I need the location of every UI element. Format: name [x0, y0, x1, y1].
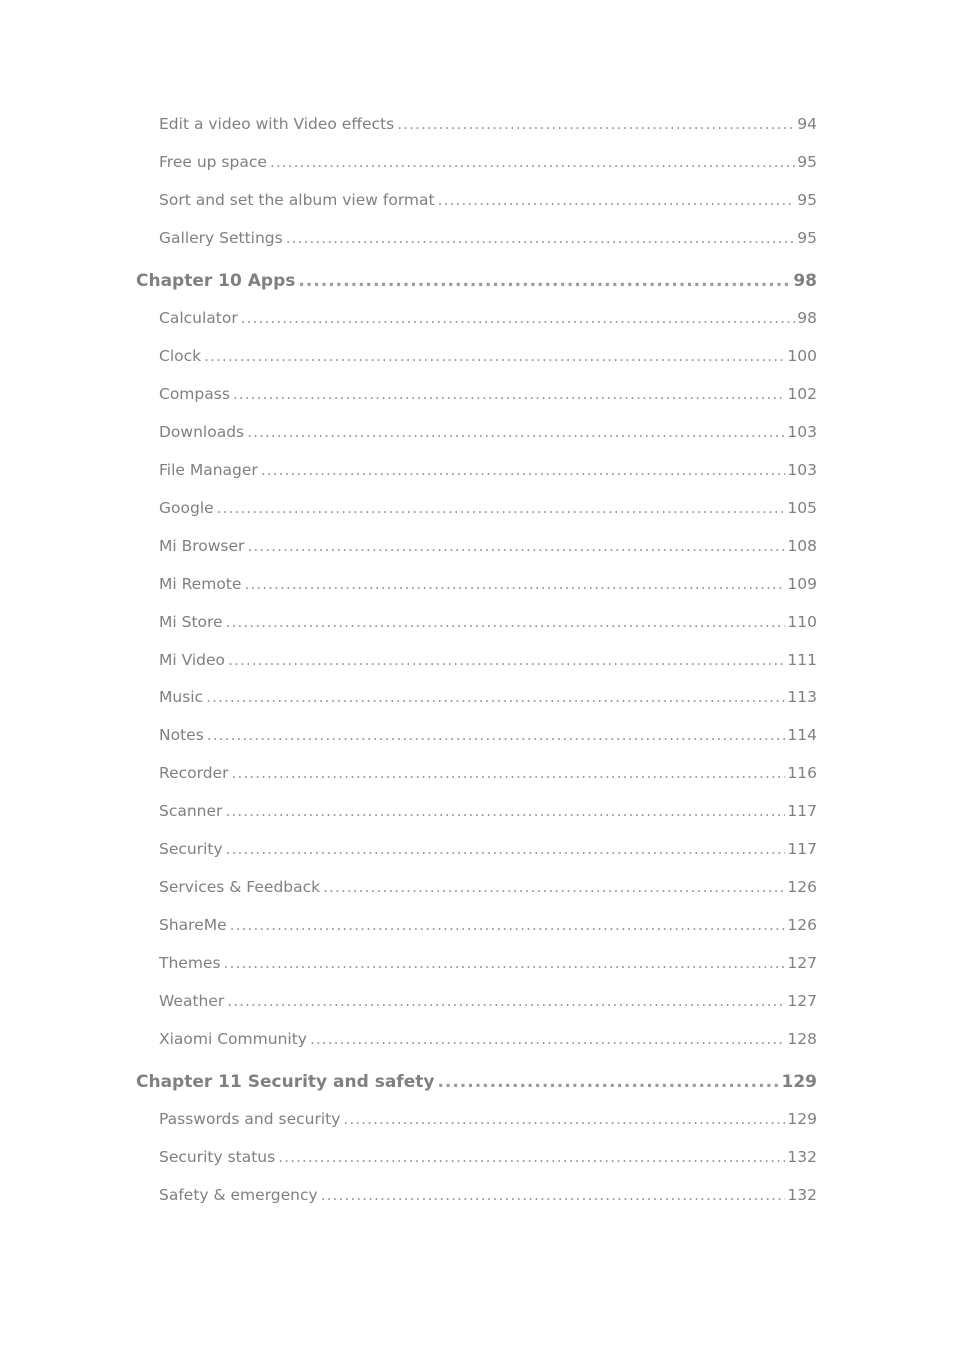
- dot-leader: [241, 309, 796, 327]
- toc-entry-page: 111: [787, 651, 817, 669]
- dot-leader: [321, 1186, 786, 1204]
- dot-leader: [323, 878, 785, 896]
- toc-entry[interactable]: [159, 1148, 817, 1166]
- toc-entry-page: 103: [787, 423, 817, 441]
- toc-entry-title: Mi Browser: [159, 537, 245, 555]
- toc-entry-title: Scanner: [159, 802, 223, 820]
- toc-entry-title: Music: [159, 688, 204, 706]
- toc-entry[interactable]: [159, 153, 817, 171]
- toc-entry[interactable]: [159, 613, 817, 631]
- toc-entry[interactable]: [159, 688, 817, 706]
- toc-entry[interactable]: [159, 385, 817, 403]
- dot-leader: [227, 992, 785, 1010]
- toc-entry-page: 129: [787, 1110, 817, 1128]
- toc-entry-title: Free up space: [159, 153, 267, 171]
- toc-entry-title: Edit a video with Video effects: [159, 115, 395, 133]
- toc-entry-title: Themes: [159, 954, 221, 972]
- dot-leader: [261, 461, 786, 479]
- toc-entry-page: 100: [787, 347, 817, 365]
- toc-entry-title: Passwords and security: [159, 1110, 341, 1128]
- dot-leader: [278, 1148, 785, 1166]
- dot-leader: [247, 537, 785, 555]
- dot-leader: [286, 229, 796, 247]
- toc-chapter-page: 129: [781, 1072, 817, 1092]
- toc-entry[interactable]: [159, 229, 817, 247]
- toc-entry-page: 102: [787, 385, 817, 403]
- toc-entry[interactable]: [159, 726, 817, 744]
- toc-entry[interactable]: [159, 1030, 817, 1048]
- toc-entry-page: 117: [787, 840, 817, 858]
- toc-entry-title: File Manager: [159, 461, 258, 479]
- toc-entry[interactable]: [159, 916, 817, 934]
- toc-entry-page: 126: [787, 916, 817, 934]
- toc-entry[interactable]: [159, 537, 817, 555]
- toc-entry-title: Security: [159, 840, 223, 858]
- toc-entry-title: Services & Feedback: [159, 878, 321, 896]
- dot-leader: [247, 423, 785, 441]
- dot-leader: [438, 191, 796, 209]
- toc-chapter[interactable]: [136, 271, 817, 291]
- toc-entry[interactable]: [159, 461, 817, 479]
- dot-leader: [343, 1110, 785, 1128]
- dot-leader: [244, 575, 785, 593]
- toc-entry-title: Calculator: [159, 309, 238, 327]
- toc-entry-page: 98: [797, 309, 817, 327]
- toc-entry-page: 103: [787, 461, 817, 479]
- toc-entry[interactable]: [159, 499, 817, 517]
- toc-chapter-title: Chapter 10 Apps: [136, 271, 296, 291]
- toc-entry-page: 95: [797, 229, 817, 247]
- dot-leader: [230, 916, 786, 934]
- toc-entry-title: Notes: [159, 726, 204, 744]
- toc-entry-title: Google: [159, 499, 214, 517]
- toc-entry-page: 117: [787, 802, 817, 820]
- toc-entry-page: 132: [787, 1186, 817, 1204]
- dot-leader: [397, 115, 795, 133]
- toc-entry-page: 114: [787, 726, 817, 744]
- toc-entry[interactable]: [159, 309, 817, 327]
- toc-entry[interactable]: [159, 1186, 817, 1204]
- toc-entry-title: Clock: [159, 347, 202, 365]
- toc-entry-page: 110: [787, 613, 817, 631]
- toc-entry-title: Mi Video: [159, 651, 226, 669]
- toc-entry[interactable]: [159, 423, 817, 441]
- dot-leader: [225, 802, 785, 820]
- toc-chapter-page: 98: [793, 271, 817, 291]
- toc-entry-page: 126: [787, 878, 817, 896]
- toc-entry-page: 128: [787, 1030, 817, 1048]
- dot-leader: [298, 271, 791, 291]
- toc-entry[interactable]: [159, 651, 817, 669]
- toc-entry[interactable]: [159, 802, 817, 820]
- toc-entry-page: 94: [797, 115, 817, 133]
- toc-entry[interactable]: [159, 840, 817, 858]
- toc-chapter-title: Chapter 11 Security and safety: [136, 1072, 435, 1092]
- dot-leader: [228, 651, 785, 669]
- dot-leader: [437, 1072, 779, 1092]
- dot-leader: [206, 688, 785, 706]
- dot-leader: [204, 347, 785, 365]
- dot-leader: [310, 1030, 785, 1048]
- toc-entry-title: Downloads: [159, 423, 245, 441]
- toc-entry-page: 109: [787, 575, 817, 593]
- toc-entry[interactable]: [159, 764, 817, 782]
- toc-entry[interactable]: [159, 992, 817, 1010]
- toc-entry-page: 132: [787, 1148, 817, 1166]
- toc-entry-page: 108: [787, 537, 817, 555]
- toc-entry[interactable]: [159, 575, 817, 593]
- toc-entry[interactable]: [159, 347, 817, 365]
- toc-entry-page: 127: [787, 954, 817, 972]
- dot-leader: [226, 613, 786, 631]
- dot-leader: [270, 153, 795, 171]
- dot-leader: [233, 385, 786, 403]
- toc-entry-title: Xiaomi Community: [159, 1030, 307, 1048]
- toc-entry-title: ShareMe: [159, 916, 227, 934]
- toc-entry-page: 105: [787, 499, 817, 517]
- toc-entry[interactable]: [159, 191, 817, 209]
- toc-entry-title: Gallery Settings: [159, 229, 283, 247]
- toc-entry[interactable]: [159, 1110, 817, 1128]
- toc-entry-title: Weather: [159, 992, 225, 1010]
- dot-leader: [207, 726, 786, 744]
- toc-entry-page: 95: [797, 191, 817, 209]
- toc-entry-page: 127: [787, 992, 817, 1010]
- toc-entry-page: 95: [797, 153, 817, 171]
- toc-entry-page: 113: [787, 688, 817, 706]
- toc-entry-title: Safety & emergency: [159, 1186, 318, 1204]
- dot-leader: [231, 764, 785, 782]
- toc-entry-title: Compass: [159, 385, 230, 403]
- toc-entry[interactable]: [159, 115, 817, 133]
- toc-entry-page: 116: [787, 764, 817, 782]
- toc-entry-title: Mi Remote: [159, 575, 242, 593]
- toc-entry[interactable]: [159, 954, 817, 972]
- toc-entry[interactable]: [159, 878, 817, 896]
- toc-entry-title: Security status: [159, 1148, 276, 1166]
- dot-leader: [224, 954, 786, 972]
- toc-entry-title: Recorder: [159, 764, 229, 782]
- dot-leader: [217, 499, 786, 517]
- dot-leader: [226, 840, 786, 858]
- toc-entry-title: Mi Store: [159, 613, 223, 631]
- toc-chapter[interactable]: [136, 1072, 817, 1092]
- toc-entry-title: Sort and set the album view format: [159, 191, 435, 209]
